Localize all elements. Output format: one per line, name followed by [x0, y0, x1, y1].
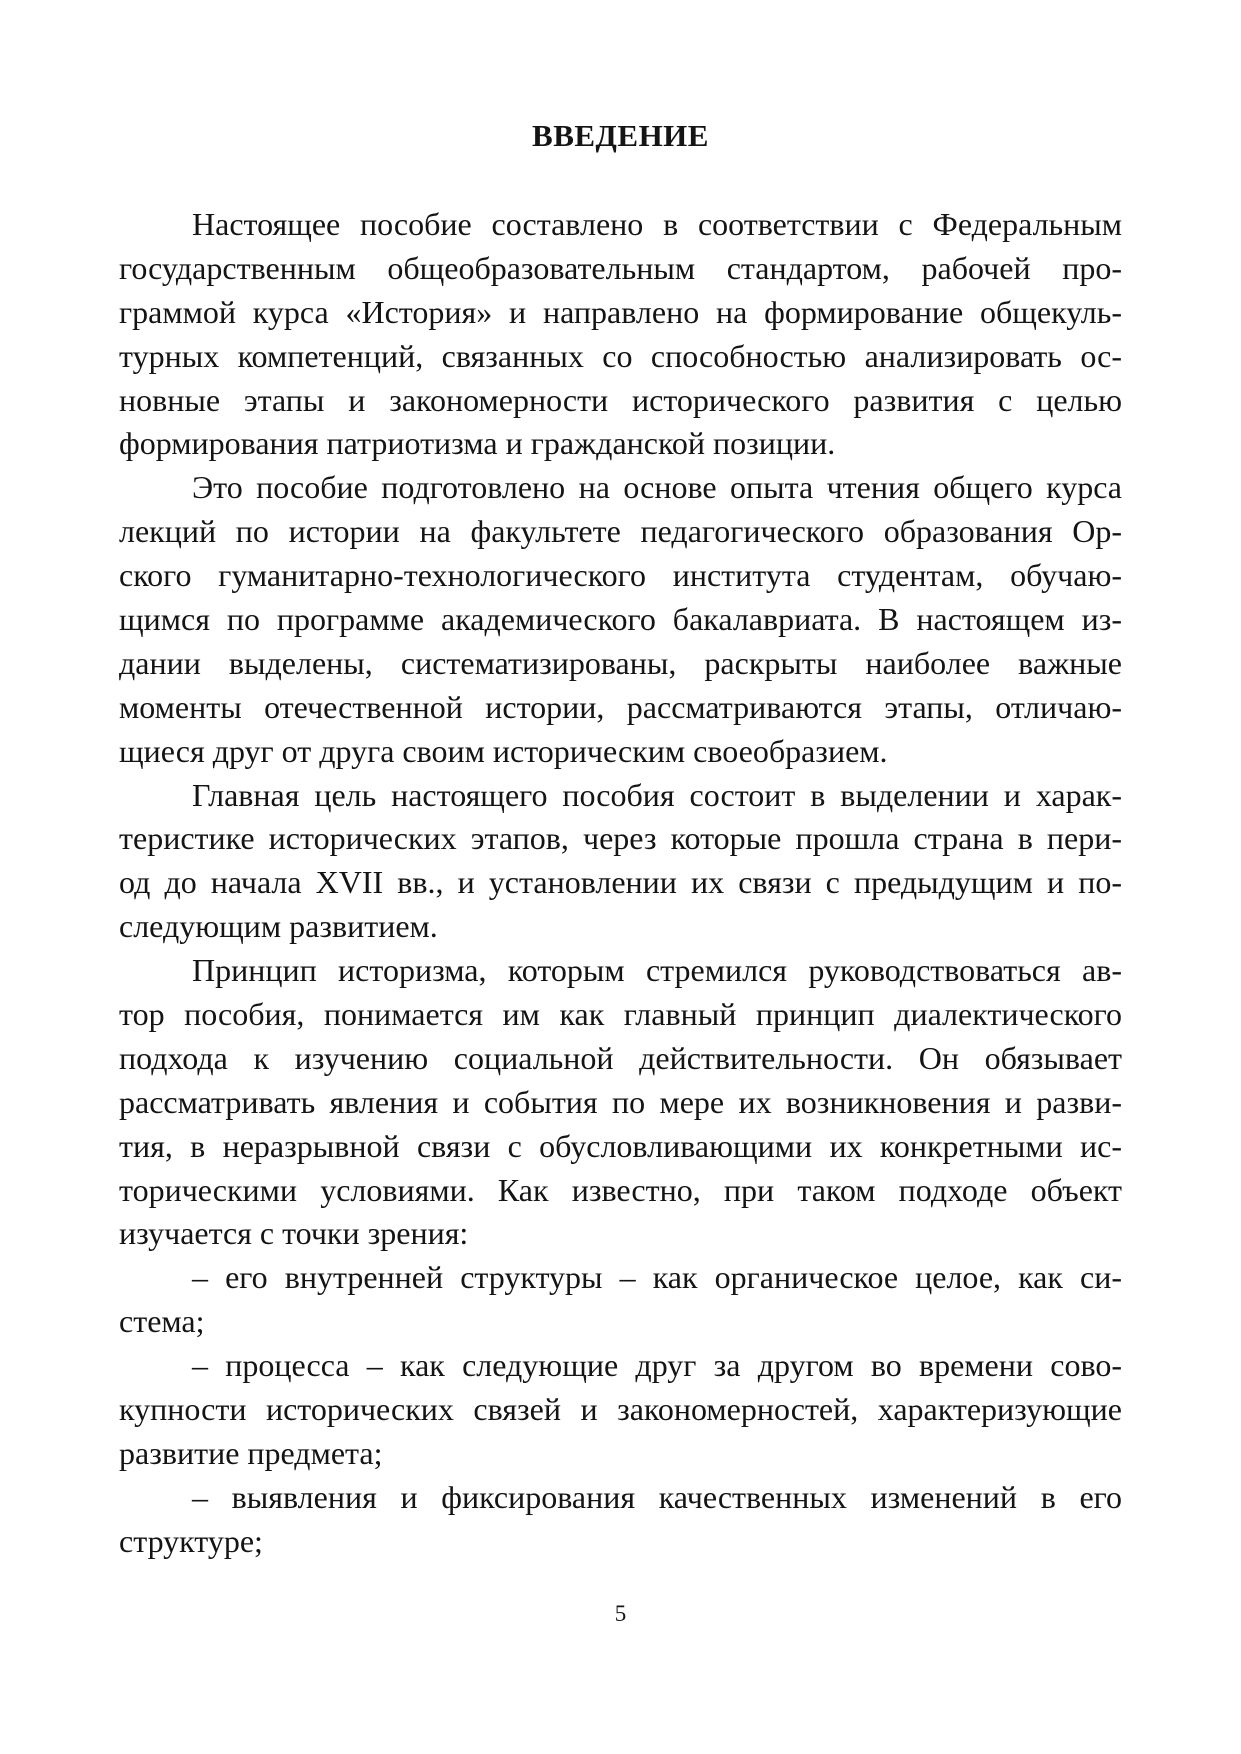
list-item-line: развитие предмета;	[119, 1434, 383, 1471]
text-line: теристике исторических этапов, через которые прошла страна в пери-	[119, 820, 1122, 857]
page-number: 5	[614, 1601, 627, 1626]
text-line: Принцип историзма, которым стремился руководствоваться ав-	[192, 952, 1122, 989]
text-line: тия, в неразрывной связи с обусловливающими их конкретными ис-	[119, 1127, 1122, 1164]
text-line: государственным общеобразовательным стандартом, рабочей про-	[119, 249, 1122, 286]
text-line: од до начала XVII вв., и установлении их связи с предыдущим и по-	[119, 864, 1122, 901]
page-title: ВВЕДЕНИЕ	[532, 118, 709, 153]
text-line: моменты отечественной истории, рассматриваются этапы, отличаю-	[119, 688, 1122, 725]
list-item-line: – выявления и фиксирования качественных изменений в его	[192, 1478, 1122, 1515]
text-line: новные этапы и закономерности исторического развития с целью	[119, 381, 1122, 418]
text-line: щиеся друг от друга своим историческим своеобразием.	[119, 732, 888, 769]
text-line: ского гуманитарно-технологического института студентам, обучаю-	[119, 557, 1122, 594]
list-item-line: купности исторических связей и закономерностей, характеризующие	[119, 1391, 1122, 1428]
list-item-line: структуре;	[119, 1522, 263, 1559]
text-line: граммой курса «История» и направлено на формирование общекуль-	[119, 293, 1122, 330]
text-line: изучается с точки зрения:	[119, 1215, 469, 1252]
text-line: Главная цель настоящего пособия состоит в выделении и харак-	[192, 776, 1122, 813]
text-line: торическими условиями. Как известно, при таком подходе объект	[119, 1171, 1122, 1208]
text-line: дании выделены, систематизированы, раскрыты наиболее важные	[119, 644, 1122, 681]
text-line: следующим развитием.	[119, 908, 438, 945]
list-item-line: стема;	[119, 1303, 205, 1340]
text-line: лекций по истории на факультете педагогического образования Ор-	[119, 513, 1122, 550]
body-text	[119, 203, 1122, 1564]
text-line: тор пособия, понимается им как главный принцип диалектического	[119, 996, 1122, 1033]
text-line: щимся по программе академического бакалавриата. В настоящем из-	[119, 601, 1122, 638]
text-line: Это пособие подготовлено на основе опыта чтения общего курса	[192, 469, 1122, 506]
text-line: Настоящее пособие составлено в соответствии с Федеральным	[192, 206, 1122, 242]
list-item-line: – его внутренней структуры – как органическое целое, как си-	[192, 1259, 1122, 1296]
text-line: подхода к изучению социальной действительности. Он обязывает	[119, 1039, 1122, 1076]
text-line: формирования патриотизма и гражданской позиции.	[119, 425, 836, 462]
list-item-line: – процесса – как следующие друг за другом во времени сово-	[192, 1347, 1122, 1384]
text-line: рассматривать явления и события по мере их возникновения и разви-	[119, 1083, 1122, 1120]
text-line: турных компетенций, связанных со способностью анализировать ос-	[119, 337, 1122, 374]
